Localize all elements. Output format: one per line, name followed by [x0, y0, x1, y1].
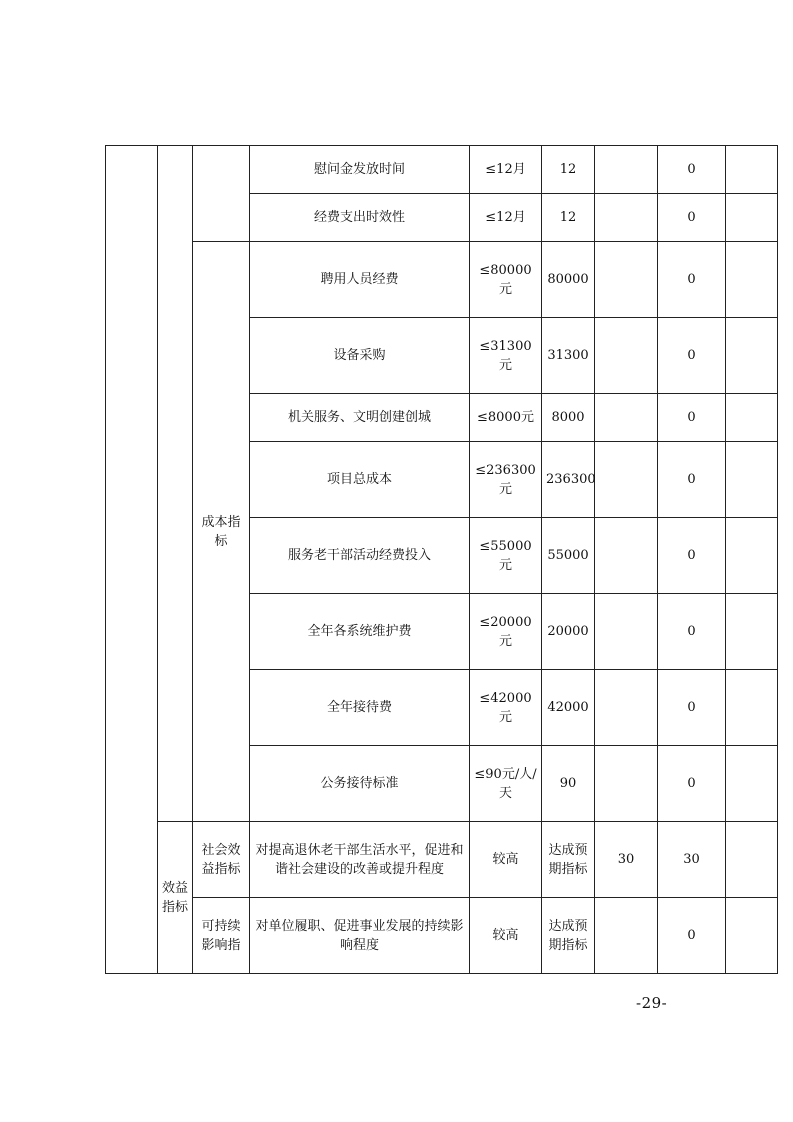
actual-value: 55000 [542, 518, 595, 594]
weight-value [595, 670, 658, 746]
target-value: ≤236300元 [470, 442, 542, 518]
actual-value: 12 [542, 194, 595, 242]
target-value: ≤80000元 [470, 242, 542, 318]
table-row [106, 898, 778, 974]
indicator-name: 机关服务、文明创建创城 [250, 394, 470, 442]
indicator-name: 慰问金发放时间 [250, 146, 470, 194]
score-value: 0 [658, 146, 726, 194]
weight-value [595, 242, 658, 318]
note-value [726, 746, 778, 822]
weight-value [595, 394, 658, 442]
note-value [726, 518, 778, 594]
weight-value [595, 898, 658, 974]
page-number: -29- [636, 994, 668, 1012]
score-value: 0 [658, 194, 726, 242]
indicator-name: 对提高退休老干部生活水平，促进和谐社会建设的改善或提升程度 [250, 822, 470, 898]
score-value: 30 [658, 822, 726, 898]
note-value [726, 194, 778, 242]
actual-value: 12 [542, 146, 595, 194]
actual-value: 达成预期指标 [542, 822, 595, 898]
level3-cell-timeliness [193, 146, 250, 242]
target-value: ≤12月 [470, 146, 542, 194]
table-row [106, 146, 778, 194]
actual-value: 达成预期指标 [542, 898, 595, 974]
actual-value: 42000 [542, 670, 595, 746]
category-label: 可持续影响指 [193, 898, 250, 974]
target-value: ≤55000元 [470, 518, 542, 594]
note-value [726, 594, 778, 670]
indicator-name: 公务接待标准 [250, 746, 470, 822]
weight-value [595, 146, 658, 194]
indicator-name: 经费支出时效性 [250, 194, 470, 242]
score-value: 0 [658, 318, 726, 394]
indicator-name: 对单位履职、促进事业发展的持续影响程度 [250, 898, 470, 974]
weight-value [595, 594, 658, 670]
weight-value [595, 746, 658, 822]
weight-value [595, 194, 658, 242]
score-value: 0 [658, 394, 726, 442]
note-value [726, 318, 778, 394]
score-value: 0 [658, 746, 726, 822]
indicator-name: 全年各系统维护费 [250, 594, 470, 670]
score-value: 0 [658, 518, 726, 594]
target-value: ≤31300元 [470, 318, 542, 394]
target-value: ≤20000元 [470, 594, 542, 670]
actual-value: 90 [542, 746, 595, 822]
cost-indicator-label: 成本指标 [193, 242, 250, 822]
weight-value [595, 518, 658, 594]
category-label: 社会效益指标 [193, 822, 250, 898]
note-value [726, 442, 778, 518]
actual-value: 8000 [542, 394, 595, 442]
indicator-name: 项目总成本 [250, 442, 470, 518]
actual-value: 20000 [542, 594, 595, 670]
actual-value: 80000 [542, 242, 595, 318]
weight-value [595, 318, 658, 394]
actual-value: 236300 [542, 442, 595, 518]
indicator-name: 全年接待费 [250, 670, 470, 746]
target-value: ≤90元/人/天 [470, 746, 542, 822]
note-value [726, 898, 778, 974]
note-value [726, 146, 778, 194]
score-value: 0 [658, 898, 726, 974]
weight-value: 30 [595, 822, 658, 898]
note-value [726, 822, 778, 898]
note-value [726, 670, 778, 746]
score-value: 0 [658, 670, 726, 746]
level1-cell [106, 146, 158, 974]
score-value: 0 [658, 242, 726, 318]
target-value: ≤42000元 [470, 670, 542, 746]
performance-table [105, 145, 778, 974]
indicator-name: 聘用人员经费 [250, 242, 470, 318]
weight-value [595, 442, 658, 518]
table-row [106, 242, 778, 318]
target-value: 较高 [470, 898, 542, 974]
indicator-name: 服务老干部活动经费投入 [250, 518, 470, 594]
benefit-label: 效益指标 [158, 822, 193, 974]
actual-value: 31300 [542, 318, 595, 394]
note-value [726, 242, 778, 318]
note-value [726, 394, 778, 442]
target-value: ≤12月 [470, 194, 542, 242]
indicator-name: 设备采购 [250, 318, 470, 394]
score-value: 0 [658, 594, 726, 670]
target-value: 较高 [470, 822, 542, 898]
score-value: 0 [658, 442, 726, 518]
table-row [106, 822, 778, 898]
target-value: ≤8000元 [470, 394, 542, 442]
level2-cell [158, 146, 193, 822]
